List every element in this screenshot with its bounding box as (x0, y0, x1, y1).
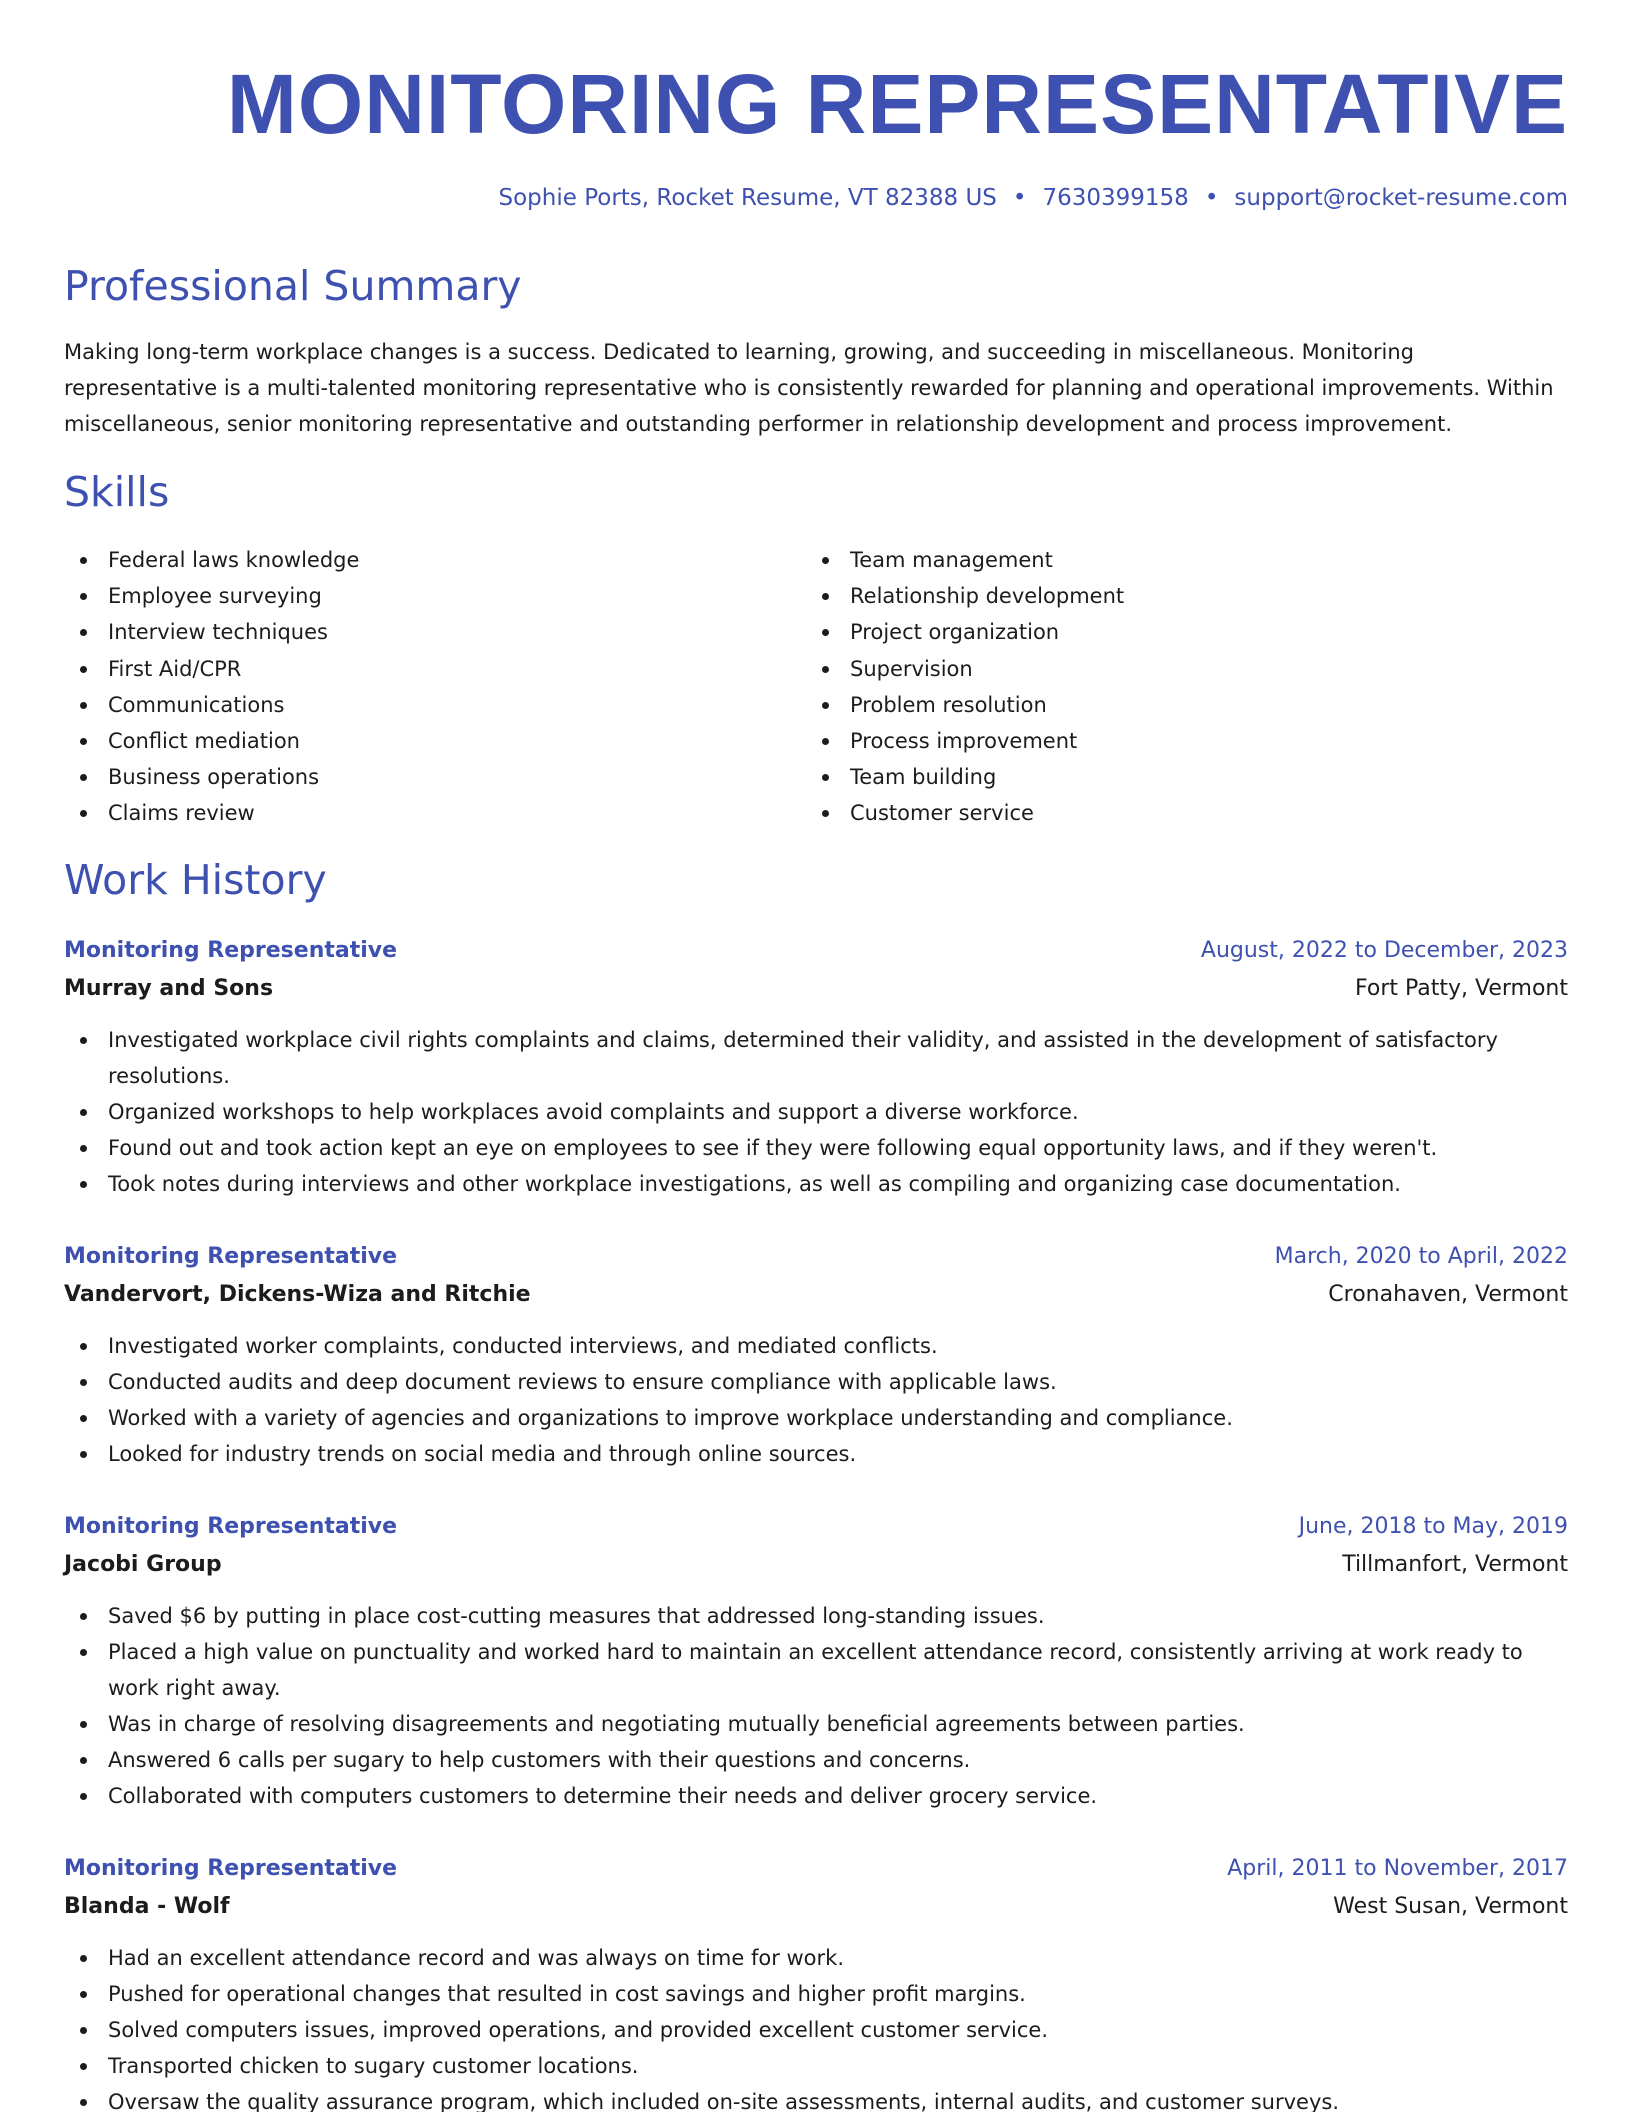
contact-address: Sophie Ports, Rocket Resume, VT 82388 US (498, 185, 997, 211)
skill-item: Business operations (64, 759, 359, 795)
skill-item: Customer service (806, 795, 1124, 831)
job-bullet: Investigated worker complaints, conducted interviews, and mediated conflicts. (64, 1328, 1568, 1364)
job-company: Blanda - Wolf (64, 1894, 230, 1919)
job-title: Monitoring Representative (64, 938, 398, 963)
contact-separator: • (1012, 185, 1027, 211)
job-bullet: Organized workshops to help workplaces avoid complaints and support a diverse workforce. (64, 1094, 1568, 1130)
contact-separator: • (1204, 185, 1219, 211)
skill-item: Communications (64, 687, 359, 723)
skill-item: Problem resolution (806, 687, 1124, 723)
skill-item: Team building (806, 759, 1124, 795)
job-entry (64, 932, 1568, 1202)
work-history-heading: Work History (64, 856, 327, 904)
job-location: Cronahaven, Vermont (1328, 1282, 1568, 1307)
contact-line (499, 182, 1568, 214)
contact-phone: 7630399158 (1042, 185, 1189, 211)
job-bullet: Oversaw the quality assurance program, which included on-site assessments, internal audits, and customer surveys. (64, 2084, 1568, 2112)
job-company: Murray and Sons (64, 976, 274, 1001)
skill-item: Team management (806, 542, 1124, 578)
skill-item: Interview techniques (64, 614, 359, 650)
job-bullets (64, 1022, 1568, 1202)
summary-heading: Professional Summary (64, 262, 522, 310)
job-bullet: Placed a high value on punctuality and worked hard to maintain an excellent attendance record, consistently arriving at work ready to work right away. (64, 1634, 1568, 1706)
skill-item: Conflict mediation (64, 723, 359, 759)
job-dates: April, 2011 to November, 2017 (1227, 1856, 1568, 1881)
job-location: Tillmanfort, Vermont (1342, 1552, 1568, 1577)
skills-list-left (64, 542, 359, 832)
job-bullet: Transported chicken to sugary customer locations. (64, 2048, 1568, 2084)
job-bullet: Worked with a variety of agencies and organizations to improve workplace understanding and compliance. (64, 1400, 1568, 1436)
resume-title: MONITORING REPRESENTATIVE (226, 57, 1568, 151)
job-dates: June, 2018 to May, 2019 (1298, 1514, 1568, 1539)
job-bullet: Looked for industry trends on social media and through online sources. (64, 1436, 1568, 1472)
job-title: Monitoring Representative (64, 1244, 398, 1269)
job-bullet: Found out and took action kept an eye on employees to see if they were following equal opportunity laws, and if they weren't. (64, 1130, 1568, 1166)
skill-item: First Aid/CPR (64, 651, 359, 687)
job-location: West Susan, Vermont (1333, 1894, 1568, 1919)
job-entry (64, 1508, 1568, 1814)
skill-item: Project organization (806, 614, 1124, 650)
skills-list-right (806, 542, 1124, 832)
job-bullet: Saved $6 by putting in place cost-cutting measures that addressed long-standing issues. (64, 1598, 1568, 1634)
job-dates: August, 2022 to December, 2023 (1200, 938, 1568, 963)
job-location: Fort Patty, Vermont (1354, 976, 1568, 1001)
job-company: Jacobi Group (64, 1552, 222, 1577)
job-entry (64, 1238, 1568, 1472)
contact-email: support@rocket-resume.com (1234, 185, 1568, 211)
job-bullets (64, 1328, 1568, 1472)
job-bullet: Took notes during interviews and other workplace investigations, as well as compiling and organizing case documentation. (64, 1166, 1568, 1202)
job-bullet: Solved computers issues, improved operations, and provided excellent customer service. (64, 2012, 1568, 2048)
skill-item: Supervision (806, 651, 1124, 687)
skill-item: Federal laws knowledge (64, 542, 359, 578)
job-bullet: Conducted audits and deep document reviews to ensure compliance with applicable laws. (64, 1364, 1568, 1400)
skill-item: Employee surveying (64, 578, 359, 614)
job-title: Monitoring Representative (64, 1514, 398, 1539)
job-bullet: Answered 6 calls per sugary to help customers with their questions and concerns. (64, 1742, 1568, 1778)
job-bullet: Collaborated with computers customers to determine their needs and deliver grocery service. (64, 1778, 1568, 1814)
job-bullets (64, 1598, 1568, 1814)
skill-item: Process improvement (806, 723, 1124, 759)
job-bullet: Had an excellent attendance record and was always on time for work. (64, 1940, 1568, 1976)
skill-item: Relationship development (806, 578, 1124, 614)
job-entry (64, 1850, 1568, 2112)
job-bullet: Was in charge of resolving disagreements and negotiating mutually beneficial agreements between parties. (64, 1706, 1568, 1742)
job-company: Vandervort, Dickens-Wiza and Ritchie (64, 1282, 531, 1307)
skill-item: Claims review (64, 795, 359, 831)
job-dates: March, 2020 to April, 2022 (1274, 1244, 1568, 1269)
job-title: Monitoring Representative (64, 1856, 398, 1881)
skills-heading: Skills (64, 468, 170, 516)
job-bullet: Pushed for operational changes that resulted in cost savings and higher profit margins. (64, 1976, 1568, 2012)
job-bullets (64, 1940, 1568, 2112)
summary-text: Making long-term workplace changes is a success. Dedicated to learning, growing, and succeeding in miscellaneous. Monitoring representative is a multi-talented monitoring representative who is consistently rewarded for planning and operational improvements. Within miscellaneous, senior monitoring representative and outstanding performer in relationship development and process improvement. (64, 340, 1554, 436)
job-bullet: Investigated workplace civil rights complaints and claims, determined their validity, and assisted in the development of satisfactory resolutions. (64, 1022, 1568, 1094)
